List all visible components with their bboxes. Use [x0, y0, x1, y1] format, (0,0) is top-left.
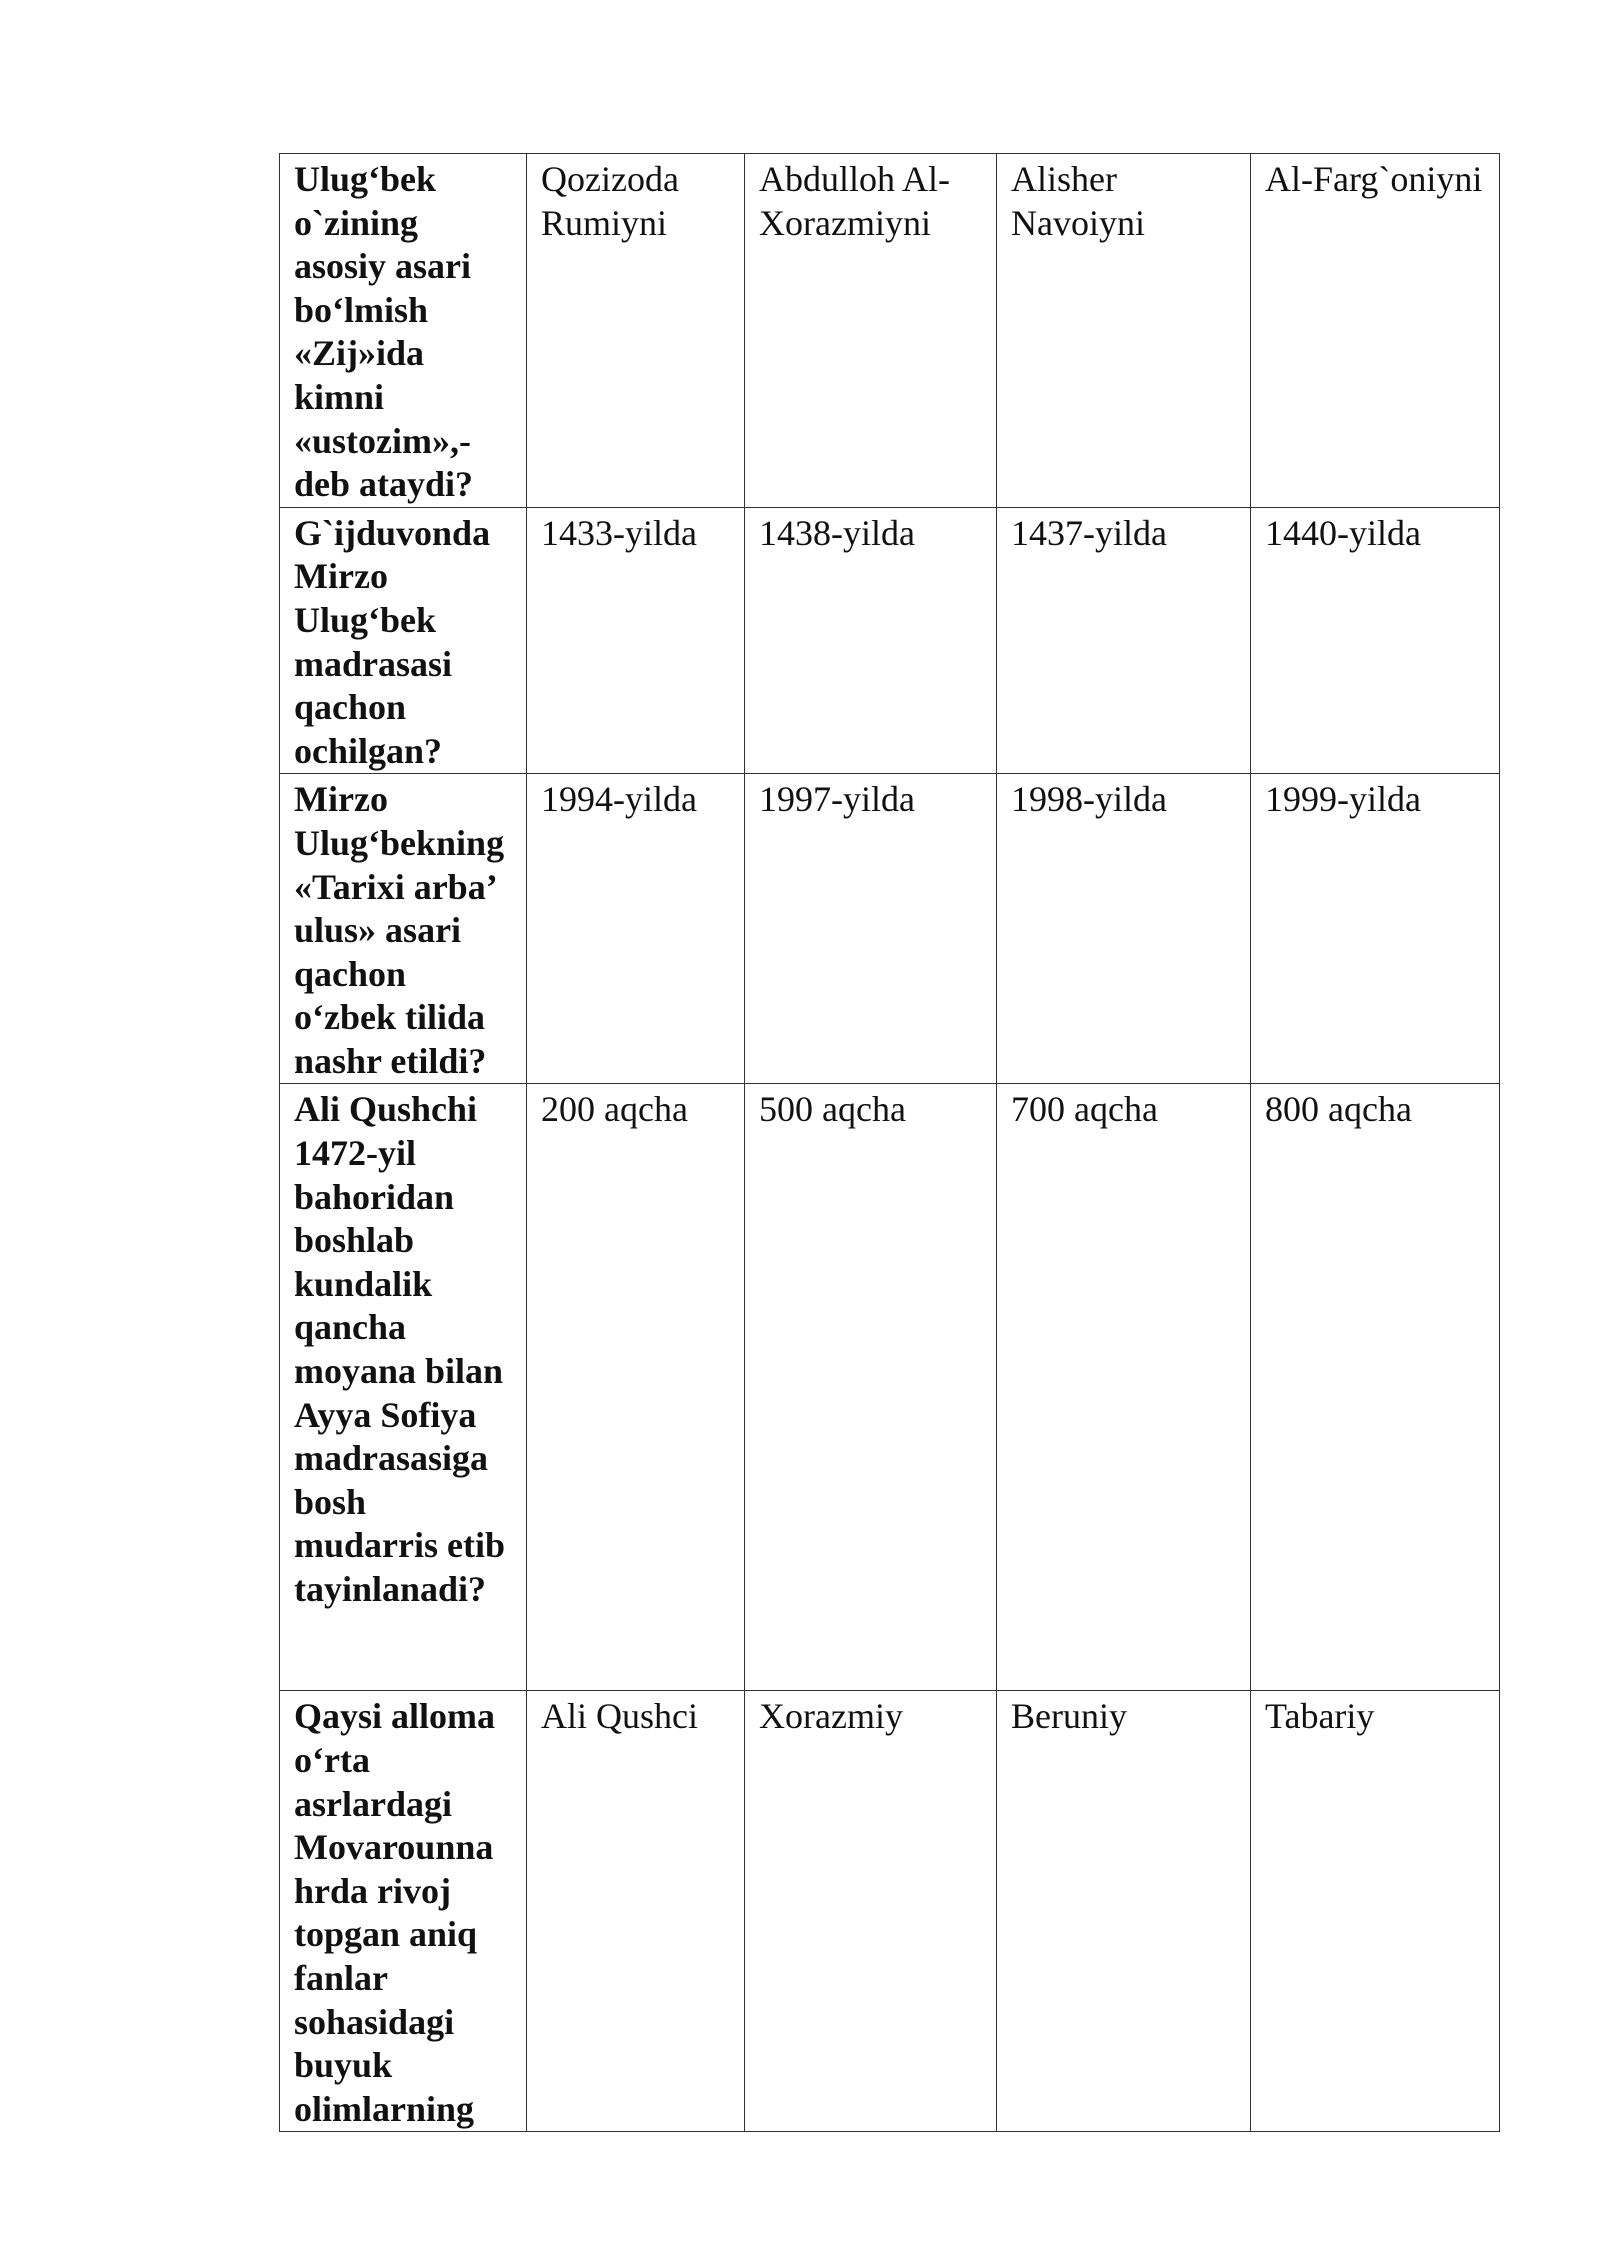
option-cell-c: Alisher Navoiyni: [997, 154, 1251, 508]
option-cell-a: 200 aqcha: [527, 1084, 745, 1691]
option-cell-a: Qozizoda Rumiyni: [527, 154, 745, 508]
option-cell-a: Ali Qushci: [527, 1691, 745, 2132]
option-cell-a: 1994-yilda: [527, 774, 745, 1084]
question-cell: G`ijduvonda Mirzo Ulug‘bek madrasasi qachon ochilgan?: [280, 507, 527, 774]
option-cell-a: 1433-yilda: [527, 507, 745, 774]
table-row: [280, 507, 1500, 774]
option-cell-b: 1438-yilda: [745, 507, 997, 774]
option-cell-c: 1437-yilda: [997, 507, 1251, 774]
option-cell-d: 1440-yilda: [1251, 507, 1500, 774]
option-cell-b: 1997-yilda: [745, 774, 997, 1084]
quiz-table: [279, 153, 1500, 2132]
option-cell-b: Xorazmiy: [745, 1691, 997, 2132]
option-cell-c: 1998-yilda: [997, 774, 1251, 1084]
question-cell: Ulug‘bek o`zining asosiy asari bo‘lmish «Zij»ida kimni «ustozim»,- deb ataydi?: [280, 154, 527, 508]
option-cell-b: 500 aqcha: [745, 1084, 997, 1691]
question-cell: Qaysi alloma o‘rta asrlardagi Movarounnahrda rivoj topgan aniq fanlar sohasidagi buyuk olimlarning: [280, 1691, 527, 2132]
option-cell-b: Abdulloh Al-Xorazmiyni: [745, 154, 997, 508]
table-row: [280, 774, 1500, 1084]
question-cell: Ali Qushchi 1472-yil bahoridan boshlab kundalik qancha moyana bilan Ayya Sofiya madrasasiga bosh mudarris etib tayinlanadi?: [280, 1084, 527, 1691]
table-row: [280, 1084, 1500, 1691]
option-cell-d: 1999-yilda: [1251, 774, 1500, 1084]
table-row: [280, 154, 1500, 508]
option-cell-d: Tabariy: [1251, 1691, 1500, 2132]
option-cell-c: Beruniy: [997, 1691, 1251, 2132]
option-cell-c: 700 aqcha: [997, 1084, 1251, 1691]
option-cell-d: Al-Farg`oniyni: [1251, 154, 1500, 508]
question-cell: Mirzo Ulug‘bekning «Tarixi arba’ ulus» asari qachon o‘zbek tilida nashr etildi?: [280, 774, 527, 1084]
table-row: [280, 1691, 1500, 2132]
option-cell-d: 800 aqcha: [1251, 1084, 1500, 1691]
